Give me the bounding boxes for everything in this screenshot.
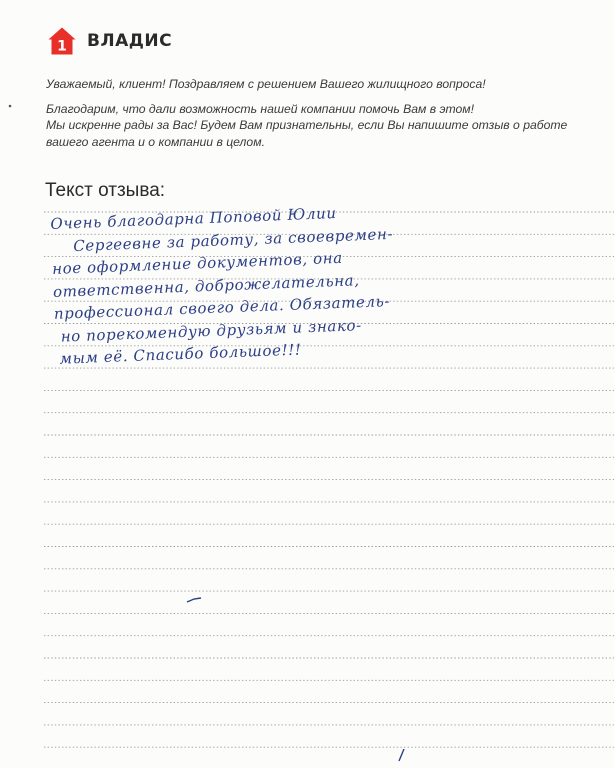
brand-name: ВЛАДИС [87,31,173,51]
handwritten-line: мым её. Спасибо большое!!! [59,340,302,368]
handwritten-line: Сергеевне за работу, за своевремен- [72,224,394,255]
ink-mark-icon [396,748,406,762]
intro-greeting: Уважаемый, клиент! Поздравляем с решением Вашего жилищного вопроса! [46,77,486,91]
logo-badge-number: 1 [57,38,67,55]
margin-dot-icon [8,104,12,108]
intro-text [46,76,586,158]
handwritten-review [50,192,614,371]
handwritten-line: ное оформление документов, она [51,248,344,278]
brand-logo [47,26,172,56]
handwritten-line: профессионал своего дела. Обязатель- [53,292,391,323]
handwritten-line: Очень благодарна Поповой Юлии [50,204,337,233]
ink-mark-icon [186,596,202,604]
house-logo-icon [47,26,77,56]
review-heading: Текст отзыва: [45,180,166,201]
intro-request: Благодарим, что дали возможность нашей компании помочь Вам в этом! Мы искренне рады за Вас! Будем Вам признательны, если Вы напишите отзыв о работе вашего агента и о компании в целом. [46,101,568,149]
handwritten-line: но порекомендую друзьям и знако- [60,315,363,346]
handwritten-line: ответственна, доброжелательна, [52,270,360,301]
